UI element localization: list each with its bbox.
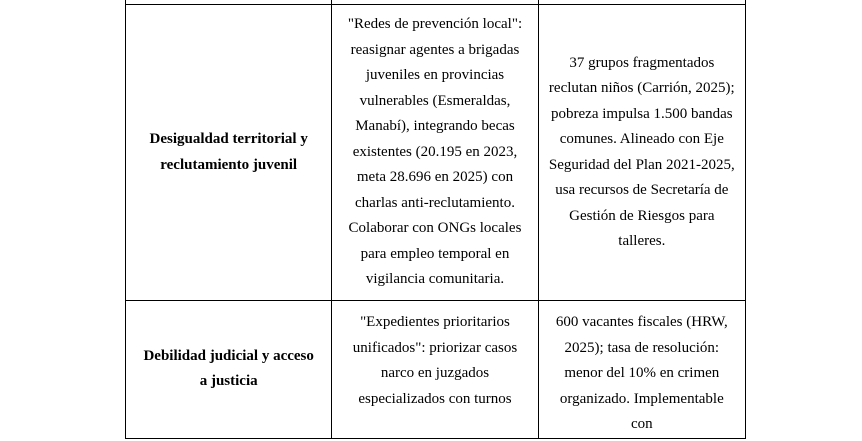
evidence-cell <box>538 301 745 439</box>
policy-table <box>125 0 746 439</box>
challenge-text: Desigualdad territorial y reclutamiento juvenil <box>149 131 308 173</box>
proposal-text: "Redes de prevención local": reasignar agentes a brigadas juveniles en provincias vulnerables (Esmeraldas, Manabí), integrando becas existentes (20.195 en 2023, meta 28.696 en 2025) con charlas anti-reclutamiento. Colaborar con ONGs locales para empleo temporal en vigilancia comunitaria. <box>347 16 523 288</box>
evidence-text: 37 grupos fragmentados reclutan niños (Carrión, 2025); pobreza impulsa 1.500 bandas comunes. Alineado con Eje Seguridad del Plan 2021-2025, usa recursos de Secretaría de Gestión de Riesgos para talleres. <box>548 54 735 249</box>
challenge-text: Debilidad judicial y acceso a justicia <box>143 347 314 390</box>
table-row <box>126 5 746 301</box>
evidence-cell <box>538 5 745 301</box>
proposal-text: "Expedientes prioritarios unificados": priorizar casos narco en juzgados especializados con turnos <box>352 314 518 407</box>
proposal-cell <box>332 5 538 301</box>
table-row <box>126 301 746 439</box>
evidence-text: 600 vacantes fiscales (HRW, 2025); tasa de resolución: menor del 10% en crimen organizado. Implementable con <box>555 314 728 432</box>
proposal-cell <box>332 301 538 439</box>
challenge-cell <box>126 5 332 301</box>
challenge-cell <box>126 301 332 439</box>
